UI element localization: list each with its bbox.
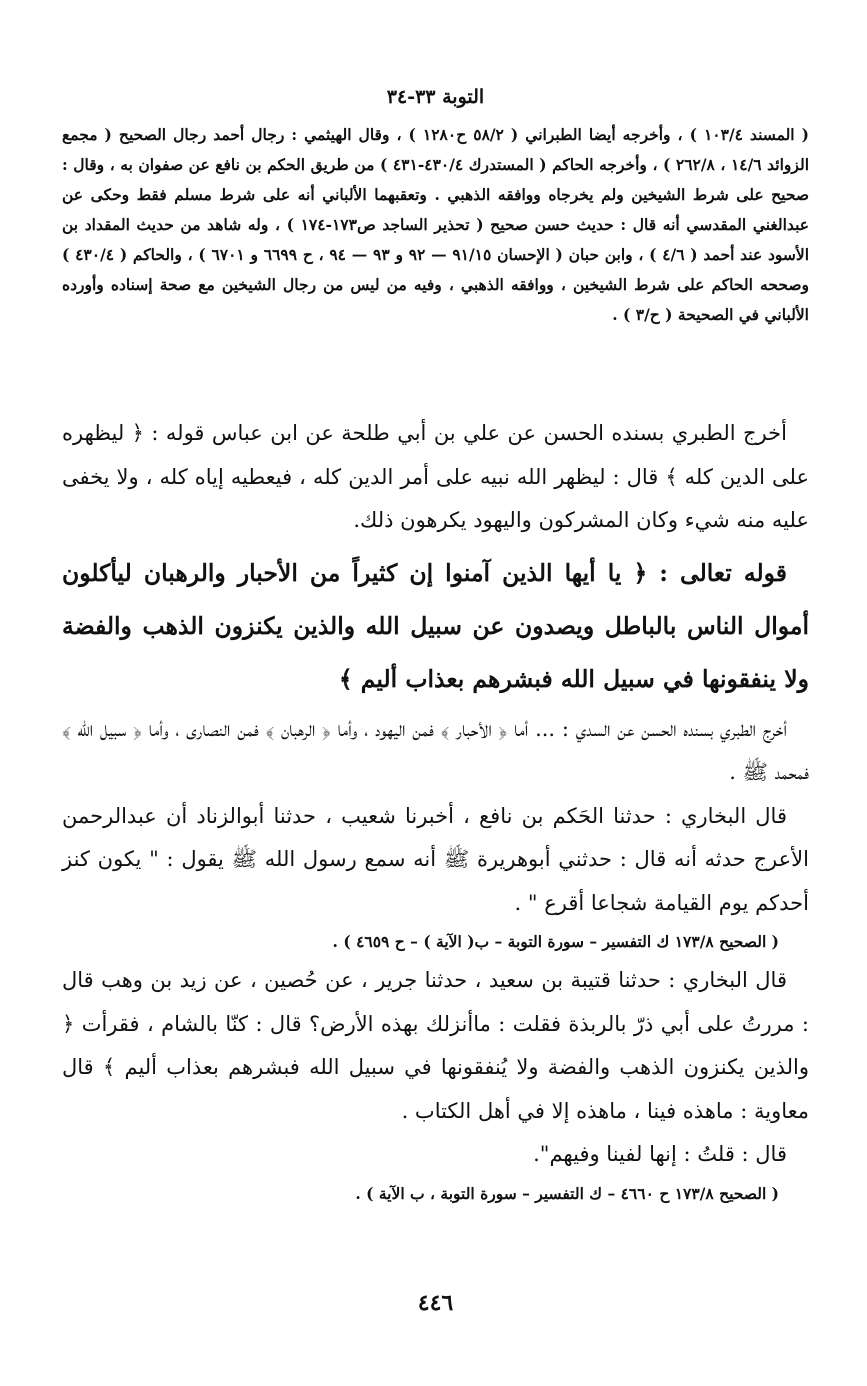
reference-citation-2: ( الصحيح ١٧٣/٨ ح ٤٦٦٠ – ك التفسير – سورة التوبة ، ب الآية ) . (355, 1183, 779, 1203)
footnote-text: ( المسند ١٠٣/٤ ) ، وأخرجه أيضا الطبراني ( ٥٨/٢ ح١٢٨٠ ) ، وقال الهيثمي : رجال أحمد رجال الصحيح ( مجمع الزوائد ١٤/٦ ، ٢٦٢/٨ ) ، وأخرجه الحاكم ( المستدرك ٤٣٠/٤-٤٣١ ) من طريق الحكم بن نافع عن صفوان به ، وقال : صحيح على شرط الشيخين ولم يخرجاه ووافقه الذهبي . وتعقبهما الألباني أنه على شرط مسلم فقط وحكى عن عبدالغني المقدسي أنه قال : حديث حسن صحيح ( تحذير الساجد ص١٧٣-١٧٤ ) ، وله شاهد من حديث المقداد بن الأسود عند أحمد ( ٤/٦ ) ، وابن حبان ( الإحسان ٩١/١٥ — ٩٢ و ٩٣ — ٩٤ ، ح ٦٦٩٩ و ٦٧٠١ ) ، والحاكم ( ٤٣٠/٤ ) وصححه الحاكم على شرط الشيخين ، ووافقه الذهبي ، وفيه من ليس من رجال الشيخين مع صحة إسناده وأورده الألباني في الصحيحة ( ح/٣ ) . (62, 125, 809, 324)
main-text (62, 412, 809, 1211)
running-header: التوبة ٣٣-٣٤ (386, 86, 485, 108)
paragraph-bukhari-hadith-2: قال البخاري : حدثنا قتيبة بن سعيد ، حدثنا جرير ، عن حُصين ، عن زيد بن وهب قال : مررتُ على أبي ذرّ بالربذة فقلت : ماأنزلك بهذه الأرض؟ قال : كنّا بالشام ، فقرأت ﴿ والذين يكنزون الذهب والفضة ولا يُنفقونها في سبيل الله فبشرهم بعذاب أليم ﴾ قال معاوية : ماهذه فينا ، ماهذه إلا في أهل الكتاب . (62, 968, 809, 1123)
book-page (62, 0, 809, 1386)
reference-citation-1: ( الصحيح ١٧٣/٨ ك التفسير – سورة التوبة – ب( الآية ) – ح ٤٦٥٩ ) . (332, 932, 779, 951)
paragraph-tabari-suddi: أخرج الطبري بسنده الحسن عن السدي : ... أما ﴿ الأحبار ﴾ فمن اليهود ، وأما ﴿ الرهبان ﴾ فمن النصارى ، وأما ﴿ سبيل الله ﴾ فمحمد ﷺ . (62, 716, 809, 784)
paragraph-bukhari-hadith-1: قال البخاري : حدثنا الحَكم بن نافع ، أخبرنا شعيب ، حدثنا أبوالزناد أن عبدالرحمن الأعرج حدثه أنه قال : حدثني أبوهريرة ﷺ أنه سمع رسول الله ﷺ يقول : " يكون كنز أحدكم يوم القيامة شجاعا أقرع " . (62, 803, 809, 915)
paragraph-tabari-ibn-abbas: أخرج الطبري بسنده الحسن عن علي بن أبي طلحة عن ابن عباس قوله : ﴿ ليظهره على الدين كله ﴾ قال : ليظهر الله نبيه على أمر الدين كله ، فيعطيه إياه كله ، ولا يخفى عليه منه شيء وكان المشركون واليهود يكرهون ذلك. (62, 421, 809, 532)
paragraph-bukhari-hadith-2-end: قال : قلتُ : إنها لفينا وفيهم". (533, 1142, 787, 1166)
page-number: ٤٤٦ (417, 1290, 454, 1316)
quran-verse: قوله تعالى : ﴿ يا أيها الذين آمنوا إن كثيراً من الأحبار والرهبان ليأكلون أموال الناس بالباطل ويصدون عن سبيل الله والذين يكنزون الذهب والفضة ولا ينفقونها في سبيل الله فبشرهم بعذاب أليم ﴾ (62, 558, 809, 693)
